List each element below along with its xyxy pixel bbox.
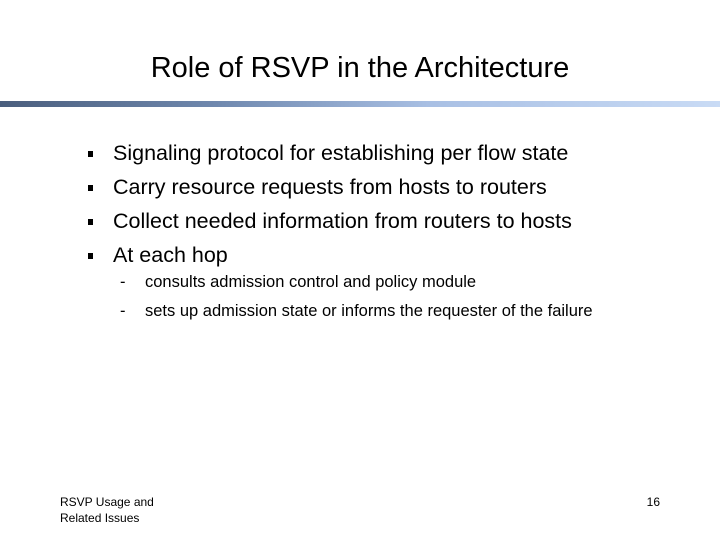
bullet-text: Collect needed information from routers to hosts [113,209,572,233]
bullet-item [88,204,708,238]
sub-bullet-list [120,272,640,330]
sub-bullet-item [120,301,640,322]
dash-bullet-icon: - [120,302,126,320]
sub-bullet-text: sets up admission state or informs the requester of the failure [145,302,593,320]
bullet-item [88,136,708,170]
footer-line: RSVP Usage and [60,495,154,509]
square-bullet-icon [88,219,93,225]
bullet-text: At each hop [113,243,228,267]
title-divider [0,101,720,107]
footer-line: Related Issues [60,511,140,525]
bullet-item [88,170,708,204]
square-bullet-icon [88,253,93,259]
bullet-list [88,136,708,272]
bullet-item [88,238,708,272]
square-bullet-icon [88,185,93,191]
square-bullet-icon [88,151,93,157]
sub-bullet-item [120,272,640,293]
dash-bullet-icon: - [120,273,126,291]
sub-bullet-text: consults admission control and policy module [145,273,477,291]
footer-caption [60,494,154,526]
bullet-text: Carry resource requests from hosts to routers [113,175,547,199]
page-number: 16 [646,495,660,509]
slide-title: Role of RSVP in the Architecture [150,52,570,84]
bullet-text: Signaling protocol for establishing per flow state [113,141,569,165]
